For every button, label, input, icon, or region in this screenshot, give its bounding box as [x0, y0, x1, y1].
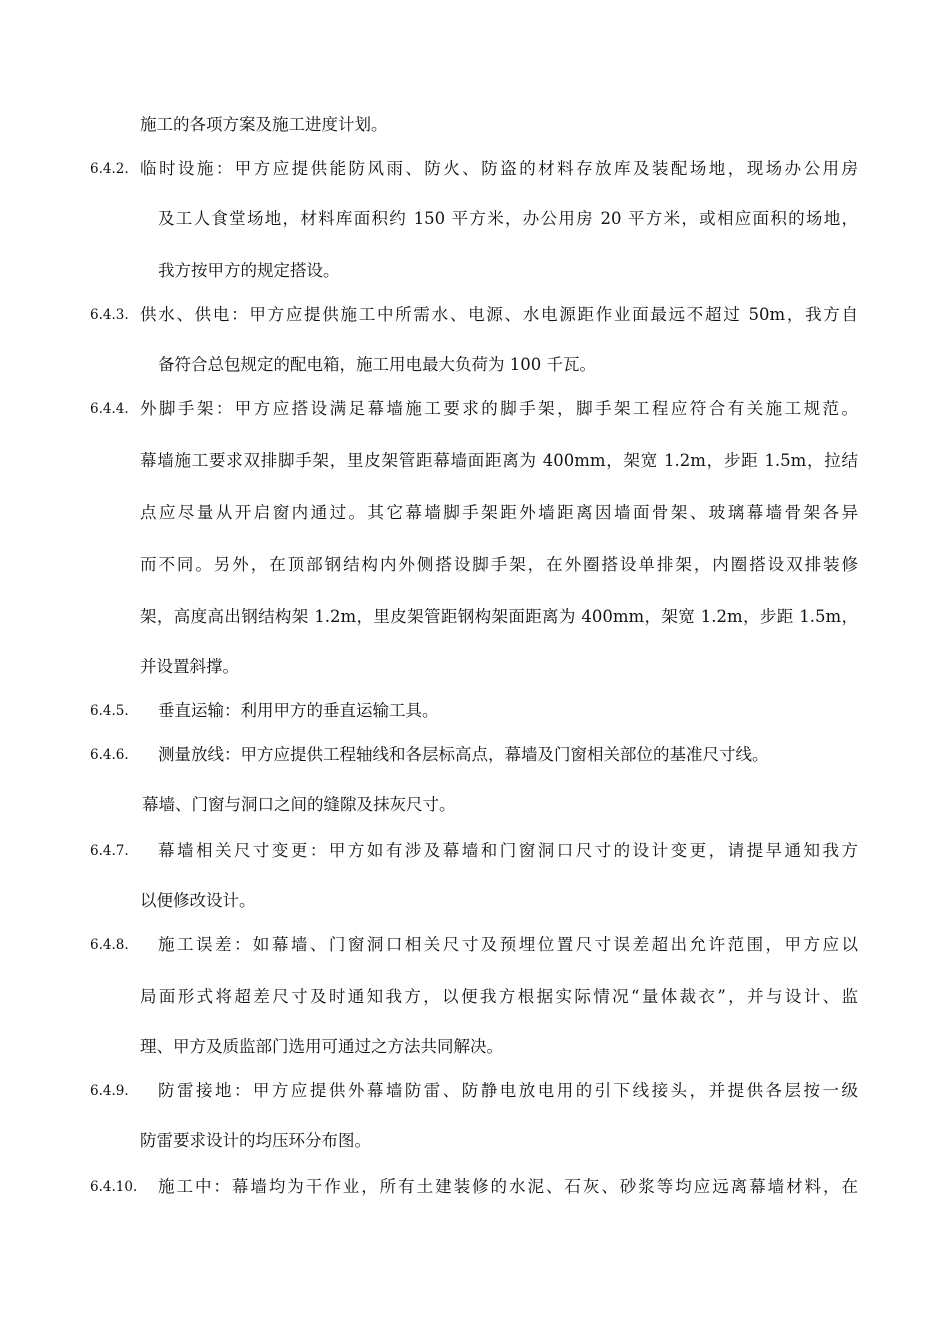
- text-line: 并设置斜撑。: [140, 657, 239, 676]
- section-number: 6.4.2.: [90, 161, 129, 177]
- section-number: 6.4.7.: [90, 843, 129, 859]
- text-line: 供水、供电：甲方应提供施工中所需水、电源、水电源距作业面最远不超过 50m，我方自: [140, 305, 858, 324]
- text-line: 理、甲方及质监部门选用可通过之方法共同解决。: [140, 1037, 503, 1056]
- section-number: 6.4.6.: [90, 747, 129, 763]
- text-line: 施工中：幕墙均为干作业，所有土建装修的水泥、石灰、砂浆等均应远离幕墙材料，在: [158, 1177, 858, 1196]
- section-number: 6.4.8.: [90, 937, 129, 953]
- text-line: 施工误差：如幕墙、门窗洞口相关尺寸及预埋位置尺寸误差超出允许范围，甲方应以: [158, 935, 858, 954]
- text-line: 测量放线：甲方应提供工程轴线和各层标高点，幕墙及门窗相关部位的基准尺寸线。: [158, 745, 769, 764]
- text-line: 施工的各项方案及施工进度计划。: [140, 115, 388, 134]
- text-line: 临时设施：甲方应提供能防风雨、防火、防盗的材料存放库及装配场地，现场办公用房: [140, 159, 858, 178]
- section-number: 6.4.5.: [90, 703, 129, 719]
- text-line: 以便修改设计。: [140, 891, 256, 910]
- text-line: 及工人食堂场地，材料库面积约 150 平方米，办公用房 20 平方米，或相应面积的场地，: [158, 209, 858, 228]
- text-line: 幕墙施工要求双排脚手架，里皮架管距幕墙面距离为 400mm，架宽 1.2m，步距 1.5m，拉结: [140, 451, 858, 470]
- text-line: 幕墙相关尺寸变更：甲方如有涉及幕墙和门窗洞口尺寸的设计变更，请提早通知我方: [158, 841, 858, 860]
- text-line: 而不同。另外，在顶部钢结构内外侧搭设脚手架，在外圈搭设单排架，内圈搭设双排装修: [140, 555, 858, 574]
- section-number: 6.4.3.: [90, 307, 129, 323]
- text-line: 架，高度高出钢结构架 1.2m，里皮架管距钢构架面距离为 400mm，架宽 1.2m，步距 1.5m，: [140, 607, 858, 626]
- text-line: 防雷接地：甲方应提供外幕墙防雷、防静电放电用的引下线接头，并提供各层按一级: [158, 1081, 858, 1100]
- section-number: 6.4.10.: [90, 1179, 138, 1195]
- section-number: 6.4.4.: [90, 401, 129, 417]
- text-line: 外脚手架：甲方应搭设满足幕墙施工要求的脚手架，脚手架工程应符合有关施工规范。: [140, 399, 858, 418]
- text-line: 幕墙、门窗与洞口之间的缝隙及抹灰尺寸。: [142, 795, 456, 814]
- section-number: 6.4.9.: [90, 1083, 129, 1099]
- text-line: 我方按甲方的规定搭设。: [158, 261, 340, 280]
- text-line: 点应尽量从开启窗内通过。其它幕墙脚手架距外墙距离因墙面骨架、玻璃幕墙骨架各异: [140, 503, 858, 522]
- text-line: 防雷要求设计的均压环分布图。: [140, 1131, 371, 1150]
- text-line: 局面形式将超差尺寸及时通知我方，以便我方根据实际情况“量体裁衣”，并与设计、监: [140, 987, 858, 1006]
- text-line: 垂直运输：利用甲方的垂直运输工具。: [158, 701, 439, 720]
- text-line: 备符合总包规定的配电箱，施工用电最大负荷为 100 千瓦。: [158, 355, 596, 374]
